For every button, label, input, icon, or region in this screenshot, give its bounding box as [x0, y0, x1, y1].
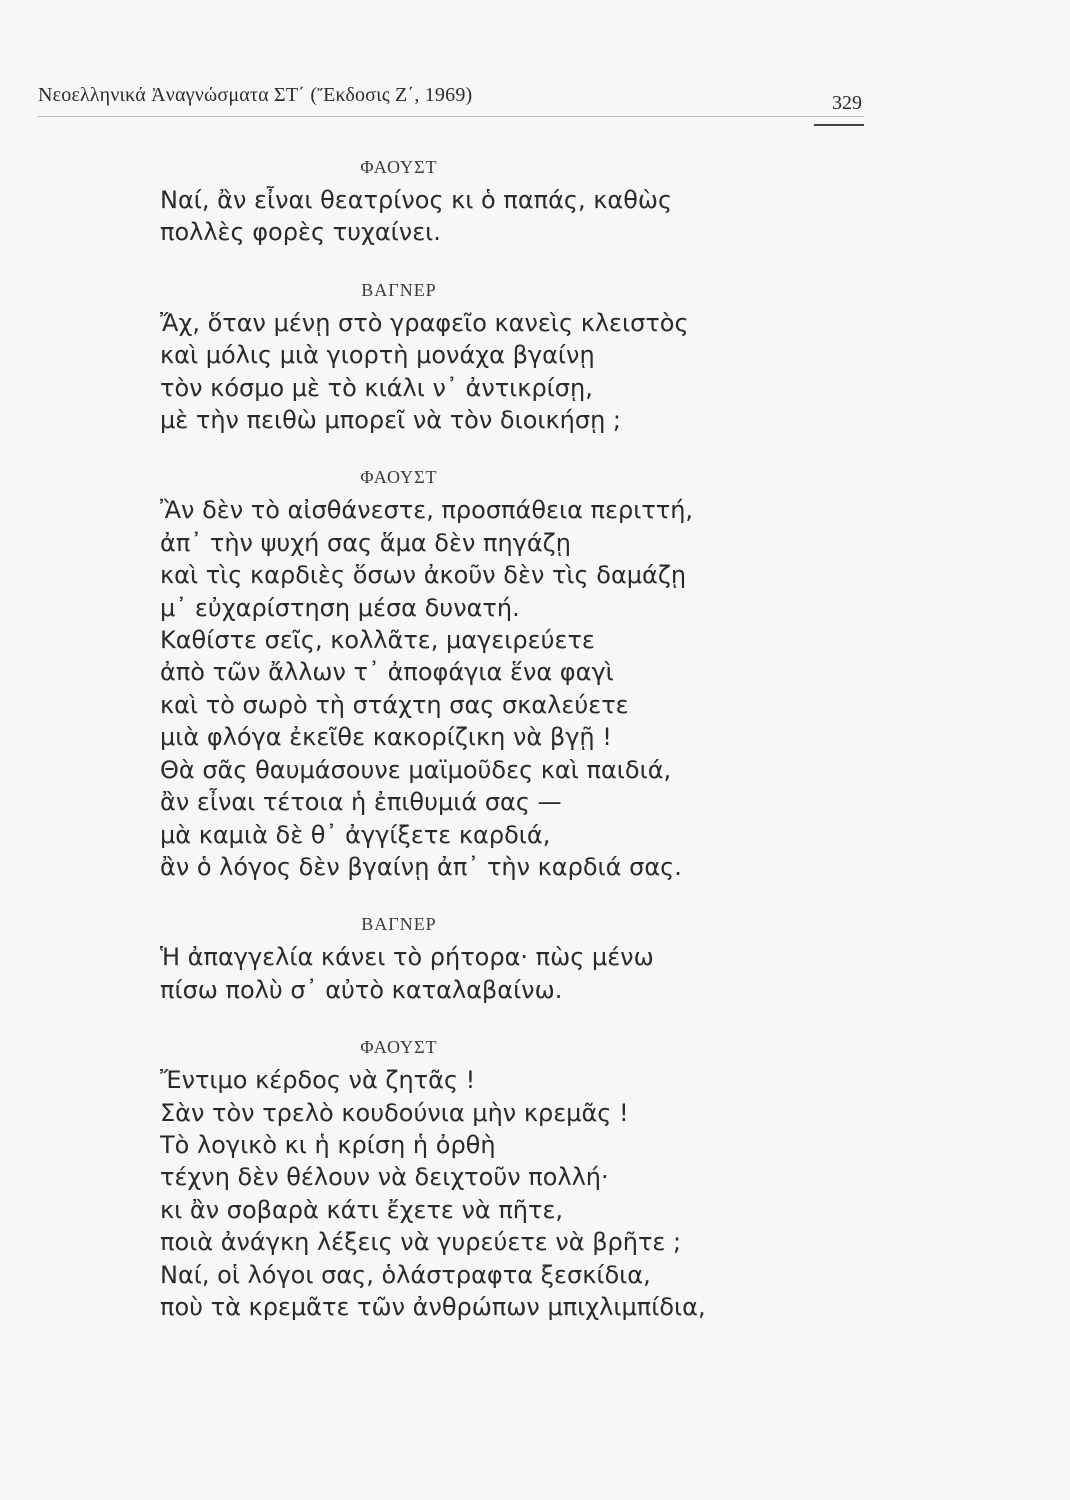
verse-line: ποιὰ ἀνάγκη λέξεις νὰ γυρεύετε νὰ βρῆτε ;: [160, 1228, 682, 1257]
page-number-underline: [814, 124, 864, 126]
verse-line: πίσω πολὺ σ᾿ αὐτὸ καταλαβαίνω.: [160, 975, 563, 1004]
verse-line: ἀπὸ τῶν ἄλλων τ᾿ ἀποφάγια ἕνα φαγὶ: [160, 658, 614, 687]
dialogue-block: [160, 150, 800, 249]
verse-line: Σὰν τὸν τρελὸ κουδούνια μὴν κρεμᾶς !: [160, 1098, 629, 1127]
verse-line: τὸν κόσμο μὲ τὸ κιάλι ν᾿ ἀντικρίσῃ,: [160, 373, 593, 402]
verse-line: ἂν ὁ λόγος δὲν βγαίνῃ ἀπ᾿ τὴν καρδιά σας.: [160, 852, 682, 881]
verse-line: καὶ τὸ σωρὸ τὴ στάχτη σας σκαλεύετε: [160, 690, 629, 719]
verse-line: ἂν εἶναι τέτοια ἡ ἐπιθυμιά σας —: [160, 788, 562, 817]
verse-line: Τὸ λογικὸ κι ἡ κρίση ἡ ὀρθὴ: [160, 1130, 496, 1159]
dialogue-block: [160, 460, 800, 883]
verse-line: κι ἂν σοβαρὰ κάτι ἔχετε νὰ πῆτε,: [160, 1195, 564, 1224]
verse-line: μ᾿ εὐχαρίστηση μέσα δυνατή.: [160, 593, 520, 622]
verse-line: μιὰ φλόγα ἐκεῖθε κακορίζικη νὰ βγῇ !: [160, 723, 612, 752]
speaker-name: ΒΑΓΝΕΡ: [361, 279, 437, 300]
speaker-name: ΦΑΟΥΣΤ: [360, 1037, 438, 1058]
speaker-name: ΦΑΟΥΣΤ: [360, 157, 438, 177]
verse-line: Ἔντιμο κέρδος νὰ ζητᾶς !: [160, 1066, 476, 1095]
verse-line: Θὰ σᾶς θαυμάσουνε μαϊμοῦδες καὶ παιδιά,: [160, 755, 672, 784]
verse-line: τέχνη δὲν θέλουν νὰ δειχτοῦν πολλή·: [160, 1163, 609, 1192]
verse-line: Ἡ ἀπαγγελία κάνει τὸ ρήτορα· πὼς μένω: [160, 943, 654, 972]
verse-line: μὰ καμιὰ δὲ θ᾿ ἀγγίξετε καρδιά,: [160, 820, 551, 849]
verse-line: καὶ τὶς καρδιὲς ὅσων ἀκοῦν δὲν τὶς δαμάζῃ: [160, 561, 687, 590]
verse-line: μὲ τὴν πειθὼ μπορεῖ νὰ τὸν διοικήσῃ ;: [160, 406, 622, 435]
verse-line: πολλὲς φορὲς τυχαίνει.: [160, 218, 441, 247]
verse-line: ποὺ τὰ κρεμᾶτε τῶν ἀνθρώπων μπιχλιμπίδια,: [160, 1292, 706, 1321]
verse-line: καὶ μόλις μιὰ γιορτὴ μονάχα βγαίνῃ: [160, 341, 595, 370]
verse-line: Ναί, οἱ λόγοι σας, ὁλάστραφτα ξεσκίδια,: [160, 1260, 651, 1289]
page-header: [38, 84, 864, 128]
page-number: 329: [832, 92, 862, 114]
verse-line: Ναί, ἂν εἶναι θεατρίνος κι ὁ παπάς, καθὼς: [160, 186, 673, 214]
speaker-name: ΦΑΟΥΣΤ: [360, 467, 438, 488]
dialogue-text: [160, 150, 800, 1347]
verse-line: Καθίστε σεῖς, κολλᾶτε, μαγειρεύετε: [160, 626, 595, 655]
verse-line: Ἂν δὲν τὸ αἰσθάνεστε, προσπάθεια περιττή,: [160, 496, 694, 525]
header-rule: [38, 116, 864, 117]
running-title: Νεοελληνικά Ἀναγνώσματα ΣΤ΄ (Ἔκδοσις Ζ΄, 1969): [38, 84, 473, 106]
dialogue-block: [160, 907, 800, 1006]
dialogue-block: [160, 1030, 800, 1323]
verse-line: Ἄχ, ὅταν μένῃ στὸ γραφεῖο κανεὶς κλειστὸς: [160, 308, 689, 337]
speaker-name: ΒΑΓΝΕΡ: [361, 914, 437, 935]
verse-line: ἀπ᾿ τὴν ψυχή σας ἅμα δὲν πηγάζῃ: [160, 528, 571, 557]
dialogue-block: [160, 273, 800, 437]
